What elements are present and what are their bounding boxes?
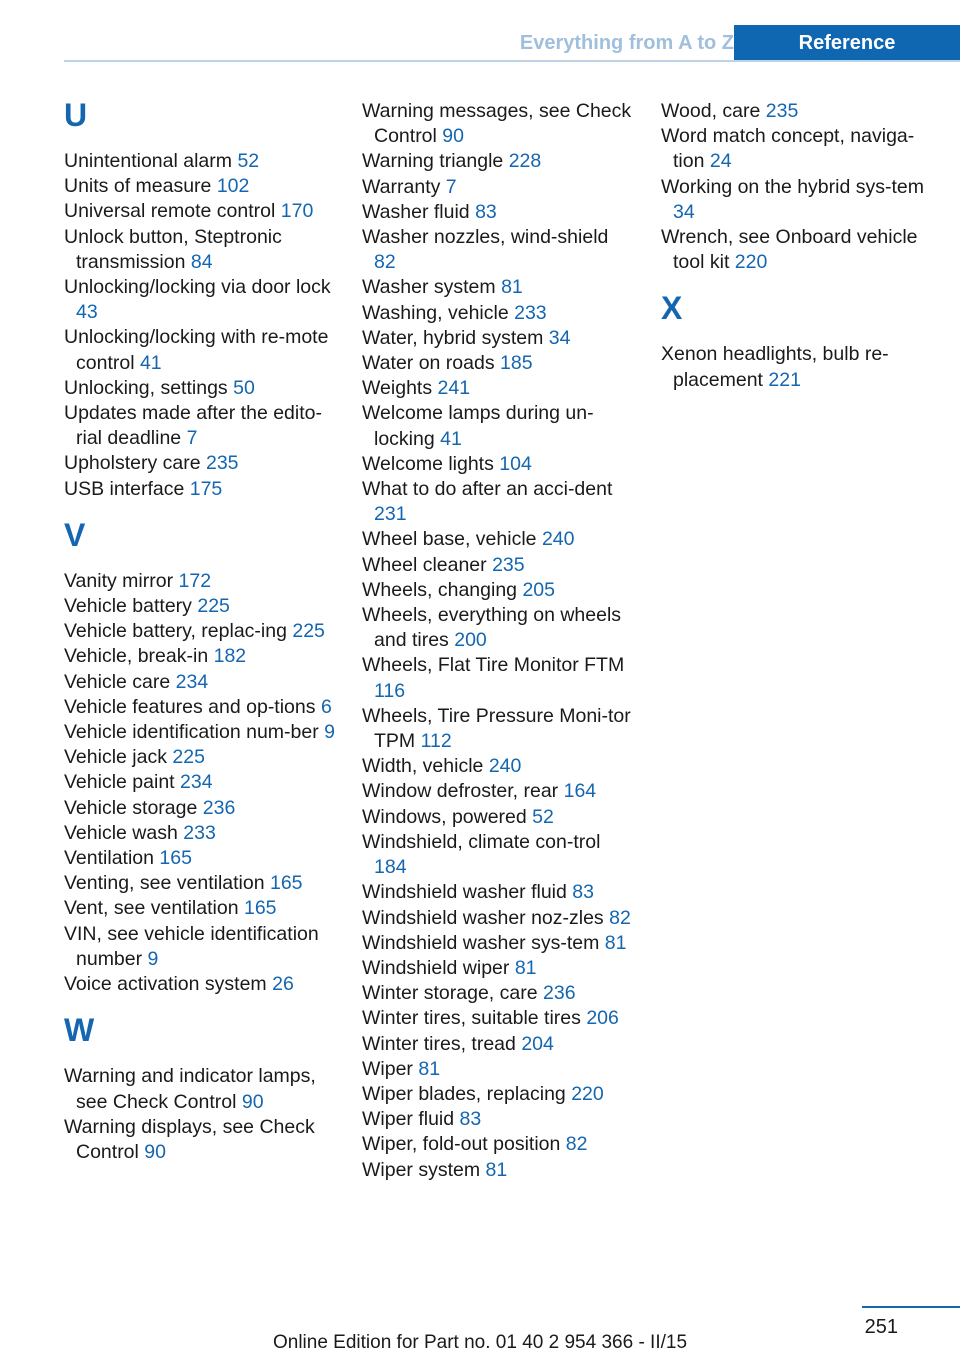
index-entry xyxy=(64,871,336,896)
index-entry xyxy=(362,603,634,653)
index-entry xyxy=(64,846,336,871)
index-entry xyxy=(362,805,634,830)
index-entry-text: Wheel cleaner xyxy=(362,553,487,576)
index-entry-text: What to do after an acci-dent xyxy=(362,478,613,501)
index-entry-text: Wiper xyxy=(362,1057,413,1080)
page-reference-link[interactable]: 52 xyxy=(237,150,260,172)
index-entry xyxy=(362,754,634,779)
index-entry-text: Windshield, climate con-trol xyxy=(362,830,601,853)
page-reference-link[interactable]: 83 xyxy=(572,881,594,904)
page-reference-link[interactable]: 175 xyxy=(189,477,223,500)
index-entry-text: Working on the hybrid sys-tem xyxy=(661,175,924,198)
index-letter-heading: V xyxy=(64,516,86,553)
page-reference-link[interactable]: 233 xyxy=(514,301,547,324)
page-reference-link[interactable]: 236 xyxy=(543,982,576,1005)
page-number: 251 xyxy=(864,1316,898,1338)
page-reference-link[interactable]: 50 xyxy=(233,376,255,399)
index-entry xyxy=(362,578,634,603)
index-entry-text: Venting, see ventilation xyxy=(64,872,265,895)
page-reference-link[interactable]: 236 xyxy=(202,796,236,819)
index-entry-text: Units of measure xyxy=(64,175,212,198)
index-entry xyxy=(362,1006,634,1031)
index-entry-text: Wheels, everything on wheels and tires xyxy=(362,604,622,652)
index-entry xyxy=(64,796,336,821)
index-entry-text: Window defroster, rear xyxy=(362,780,559,803)
page-reference-link[interactable]: 81 xyxy=(604,931,627,954)
index-entry xyxy=(64,720,336,745)
index-entry xyxy=(362,1057,634,1082)
index-entry-text: Warning and indicator lamps, see Check Control xyxy=(64,1065,316,1113)
page-reference-link[interactable]: 90 xyxy=(241,1090,264,1113)
index-entry-text: Vehicle paint xyxy=(64,771,175,794)
index-entry xyxy=(64,821,336,846)
index-entry xyxy=(362,452,634,477)
index-entry xyxy=(661,342,933,392)
page-reference-link[interactable]: 41 xyxy=(440,427,462,450)
index-entry-text: Vehicle battery, replac-ing xyxy=(64,620,287,643)
page-reference-link[interactable]: 90 xyxy=(442,125,464,148)
page-reference-link[interactable]: 164 xyxy=(563,780,597,803)
index-entry xyxy=(661,99,933,124)
index-entry-text: Unlocking/locking with re-mote control xyxy=(64,326,329,374)
page-reference-link[interactable]: 6 xyxy=(320,695,332,718)
page-reference-link[interactable]: 24 xyxy=(709,150,732,173)
index-entry xyxy=(362,931,634,956)
page-reference-link[interactable]: 83 xyxy=(475,200,497,223)
index-entry xyxy=(661,225,933,275)
index-entry xyxy=(362,326,634,351)
page-reference-link[interactable]: 172 xyxy=(178,569,212,592)
page-reference-link[interactable]: 102 xyxy=(216,175,250,198)
index-entry xyxy=(64,670,336,695)
page-reference-link[interactable]: 34 xyxy=(548,326,571,349)
index-entry xyxy=(362,1107,634,1132)
index-entry-text: Warning triangle xyxy=(362,150,504,173)
page-reference-link[interactable]: 185 xyxy=(500,352,533,375)
page-reference-link[interactable]: 84 xyxy=(190,250,213,273)
index-entry xyxy=(362,200,634,225)
index-entry xyxy=(64,451,336,476)
page-reference-link[interactable]: 9 xyxy=(147,947,159,970)
index-entry-text: Weights xyxy=(362,377,433,400)
index-entry xyxy=(64,401,336,451)
index-entry xyxy=(64,325,336,375)
index-entry-text: Welcome lights xyxy=(362,452,494,475)
index-entry-text: Warning displays, see Check Control xyxy=(64,1115,315,1163)
index-entry xyxy=(362,956,634,981)
page-reference-link[interactable]: 112 xyxy=(420,730,452,753)
page-reference-link[interactable]: 82 xyxy=(565,1133,588,1156)
index-entry-text: Wiper fluid xyxy=(362,1108,455,1131)
index-entry xyxy=(64,199,336,224)
index-entry-text: Warning messages, see Check Control xyxy=(362,100,632,148)
index-entry xyxy=(362,351,634,376)
index-entry xyxy=(64,619,336,644)
index-entry-text: Winter tires, suitable tires xyxy=(362,1007,581,1030)
index-entry xyxy=(64,745,336,770)
index-entry xyxy=(64,972,336,997)
index-entry-text: Wrench, see Onboard vehicle tool kit xyxy=(661,226,918,274)
header-reference-tab: Reference xyxy=(734,25,960,62)
page-reference-link[interactable]: 165 xyxy=(159,847,192,870)
page-reference-link[interactable]: 206 xyxy=(586,1007,619,1030)
index-entry xyxy=(64,644,336,669)
index-entry xyxy=(362,527,634,552)
page-reference-link[interactable]: 231 xyxy=(374,503,407,526)
page-reference-link[interactable]: 200 xyxy=(454,629,487,652)
index-entry xyxy=(64,376,336,401)
index-entry-text: Wiper system xyxy=(362,1158,481,1181)
index-entry xyxy=(362,653,634,703)
index-entry-text: VIN, see vehicle identification number xyxy=(64,922,319,970)
index-entry xyxy=(362,830,634,880)
index-entry xyxy=(64,477,336,502)
index-entry xyxy=(362,301,634,326)
index-entry-text: Washer fluid xyxy=(362,200,470,223)
index-entry-text: Windshield washer fluid xyxy=(362,881,567,904)
index-entry xyxy=(362,376,634,401)
index-entry-text: Universal remote control xyxy=(64,200,276,223)
index-entry xyxy=(661,124,933,174)
index-entry-text: Wheel base, vehicle xyxy=(362,528,537,551)
page-reference-link[interactable]: 9 xyxy=(324,721,336,744)
index-entry xyxy=(64,225,336,275)
page-reference-link[interactable]: 165 xyxy=(243,897,277,920)
index-entry-text: Vehicle, break-in xyxy=(64,645,209,668)
index-entry-text: Updates made after the edito-rial deadline xyxy=(64,402,322,450)
edition-footer: Online Edition for Part no. 01 40 2 954 366 - II/15 xyxy=(272,1332,688,1353)
page-reference-link[interactable]: 81 xyxy=(418,1057,441,1080)
index-entry-text: Vehicle jack xyxy=(64,746,167,769)
index-entry-text: Vehicle care xyxy=(64,670,171,693)
index-entry-text: Wheels, Tire Pressure Moni-tor TPM xyxy=(362,704,631,753)
index-entry xyxy=(64,1115,336,1165)
page-reference-link[interactable]: 43 xyxy=(76,301,98,324)
index-column-1 xyxy=(64,99,336,1165)
page-reference-link[interactable]: 235 xyxy=(492,553,525,576)
index-entry xyxy=(64,275,336,325)
index-entry-text: Windows, powered xyxy=(362,805,527,828)
index-entry xyxy=(362,99,634,149)
index-entry-text: Upholstery care xyxy=(64,452,201,475)
index-entry-text: Vehicle identification num-ber xyxy=(64,721,319,744)
index-column-2 xyxy=(362,99,634,1183)
index-entry-text: Vent, see ventilation xyxy=(64,897,239,920)
index-entry-text: Unlock button, Steptronic transmission xyxy=(64,225,282,273)
page-reference-link[interactable]: 240 xyxy=(488,755,522,778)
index-entry xyxy=(362,1032,634,1057)
index-entry-text: Water on roads xyxy=(362,352,495,375)
page-reference-link[interactable]: 7 xyxy=(186,427,198,450)
index-entry-text: Wheels, changing xyxy=(362,578,518,601)
index-entry xyxy=(362,477,634,527)
page-reference-link[interactable]: 204 xyxy=(521,1032,554,1055)
page-reference-link[interactable]: 240 xyxy=(541,528,575,551)
index-entry-text: Windshield wiper xyxy=(362,956,510,979)
index-entry xyxy=(362,1158,634,1183)
page-reference-link[interactable]: 104 xyxy=(499,452,532,475)
index-entry-text: Wiper, fold-out position xyxy=(362,1133,561,1156)
header-section-title: Everything from A to Z xyxy=(519,32,734,54)
page-reference-link[interactable]: 234 xyxy=(180,771,213,794)
index-entry xyxy=(64,569,336,594)
index-entry-text: Width, vehicle xyxy=(362,755,484,778)
index-entry-text: Warranty xyxy=(362,175,441,198)
page-reference-link[interactable]: 81 xyxy=(485,1158,508,1181)
page-reference-link[interactable]: 90 xyxy=(144,1140,166,1163)
index-column-3 xyxy=(661,99,933,393)
index-entry xyxy=(362,175,634,200)
page-reference-link[interactable]: 220 xyxy=(571,1082,604,1105)
footer-divider xyxy=(862,1306,960,1308)
page-reference-link[interactable]: 225 xyxy=(292,620,325,643)
index-entry xyxy=(64,896,336,921)
index-entry-text: Windshield washer noz-zles xyxy=(362,906,604,929)
page-reference-link[interactable]: 83 xyxy=(459,1108,482,1131)
index-entry-text: Vehicle features and op-tions xyxy=(64,695,316,718)
index-entry-text: Winter storage, care xyxy=(362,982,538,1005)
page-reference-link[interactable]: 116 xyxy=(374,679,406,702)
index-entry xyxy=(64,1064,336,1114)
page-reference-link[interactable]: 205 xyxy=(522,578,555,601)
page-reference-link[interactable]: 234 xyxy=(175,670,209,693)
page-reference-link[interactable]: 225 xyxy=(197,595,230,618)
index-entry xyxy=(362,779,634,804)
page-reference-link[interactable]: 41 xyxy=(139,351,162,374)
page-reference-link[interactable]: 235 xyxy=(765,100,799,122)
index-entry xyxy=(64,695,336,720)
index-entry-text: Vanity mirror xyxy=(64,569,174,592)
index-entry-text: Unlocking/locking via door lock xyxy=(64,276,331,299)
index-letter-heading: W xyxy=(64,1012,95,1049)
index-entry-text: Vehicle battery xyxy=(64,595,192,618)
index-entry xyxy=(661,175,933,225)
page-reference-link[interactable]: 182 xyxy=(213,645,247,668)
index-entry-text: Vehicle storage xyxy=(64,796,198,819)
index-entry-text: Word match concept, naviga-tion xyxy=(661,125,915,173)
page-reference-link[interactable]: 225 xyxy=(172,746,205,769)
index-entry-text: Wiper blades, replacing xyxy=(362,1082,566,1105)
index-entry xyxy=(64,174,336,199)
index-entry xyxy=(362,1082,634,1107)
index-entry-text: Xenon headlights, bulb re-placement xyxy=(661,343,889,391)
index-entry xyxy=(362,149,634,174)
page-reference-link[interactable]: 34 xyxy=(673,200,695,223)
index-entry xyxy=(362,401,634,451)
page-reference-link[interactable]: 82 xyxy=(609,906,631,929)
index-entry xyxy=(362,704,634,754)
index-entry xyxy=(64,770,336,795)
index-entry xyxy=(362,225,634,275)
index-entry-text: Unlocking, settings xyxy=(64,376,228,399)
index-letter-heading: U xyxy=(64,97,88,133)
page-reference-link[interactable]: 184 xyxy=(374,856,407,879)
header-divider xyxy=(64,60,960,62)
page-reference-link[interactable]: 7 xyxy=(445,175,457,198)
index-entry-text: Voice activation system xyxy=(64,973,267,996)
page-reference-link[interactable]: 170 xyxy=(280,200,314,223)
page-reference-link[interactable]: 81 xyxy=(514,956,537,979)
index-entry-text: USB interface xyxy=(64,477,185,500)
page-reference-link[interactable]: 228 xyxy=(508,150,542,173)
index-entry xyxy=(64,922,336,972)
index-entry-text: Wood, care xyxy=(661,100,761,122)
page-reference-link[interactable]: 235 xyxy=(205,452,239,475)
page-reference-link[interactable]: 52 xyxy=(532,805,554,828)
index-entry xyxy=(362,1132,634,1157)
page-reference-link[interactable]: 165 xyxy=(269,872,303,895)
index-letter-heading: X xyxy=(661,290,683,327)
page-reference-link[interactable]: 233 xyxy=(183,821,216,844)
index-entry xyxy=(362,906,634,931)
page-reference-link[interactable]: 241 xyxy=(437,377,471,400)
page-reference-link[interactable]: 221 xyxy=(768,368,801,391)
index-entry xyxy=(362,553,634,578)
index-entry-text: Vehicle wash xyxy=(64,821,178,844)
page-reference-link[interactable]: 82 xyxy=(374,251,396,274)
index-entry-text: Windshield washer sys-tem xyxy=(362,931,600,954)
index-entry xyxy=(362,275,634,300)
index-entry-text: Ventilation xyxy=(64,847,154,870)
index-entry-text: Washer nozzles, wind-shield xyxy=(362,226,609,249)
index-entry xyxy=(362,981,634,1006)
index-entry xyxy=(64,594,336,619)
index-entry-text: Winter tires, tread xyxy=(362,1032,516,1055)
page-reference-link[interactable]: 81 xyxy=(501,276,523,299)
page-reference-link[interactable]: 220 xyxy=(734,251,768,274)
index-entry-text: Washer system xyxy=(362,276,496,299)
index-entry xyxy=(362,880,634,905)
page-reference-link[interactable]: 26 xyxy=(272,973,294,996)
index-entry-text: Water, hybrid system xyxy=(362,326,544,349)
index-entry-text: Welcome lamps during un-locking xyxy=(362,402,594,450)
index-entry-text: Wheels, Flat Tire Monitor FTM xyxy=(362,654,625,677)
index-entry-text: Washing, vehicle xyxy=(362,301,509,324)
index-entry xyxy=(64,149,336,174)
index-entry-text: Unintentional alarm xyxy=(64,150,233,172)
